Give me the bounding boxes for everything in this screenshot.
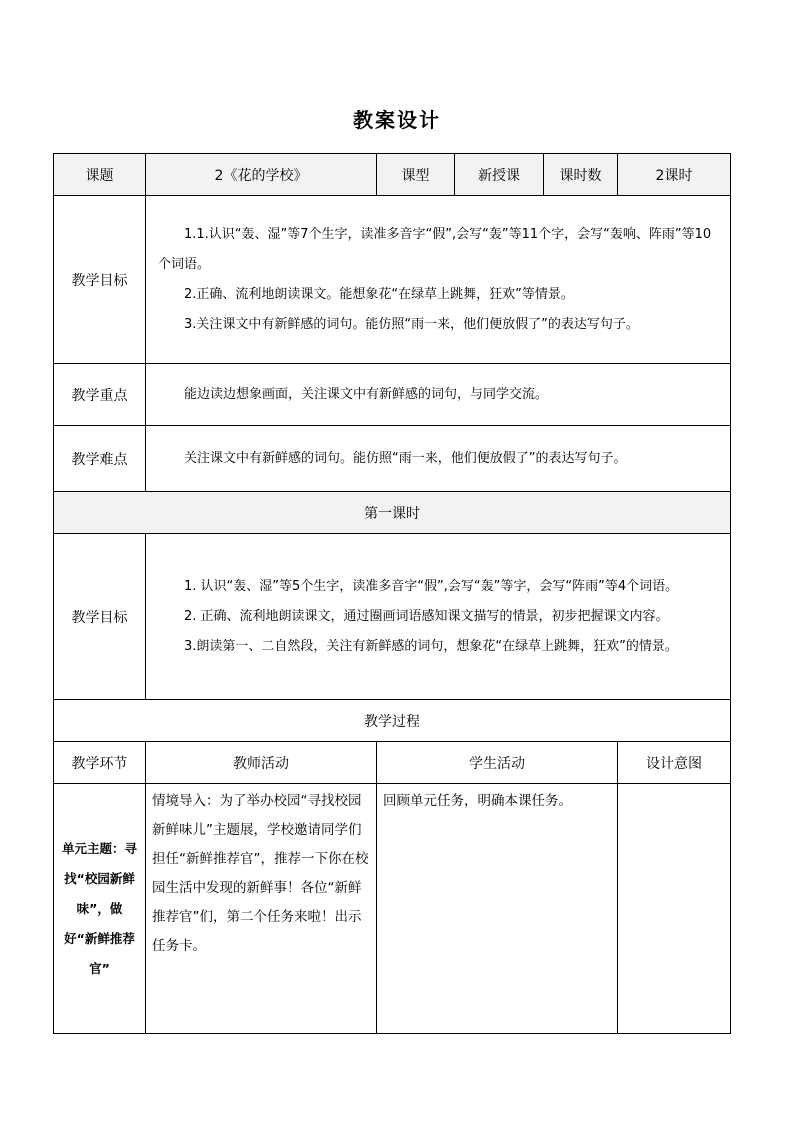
- header-row: [54, 154, 731, 196]
- process-heading: 教学过程: [54, 700, 731, 742]
- topic-value: 2《花的学校》: [146, 154, 377, 196]
- student-cell: [377, 784, 618, 1034]
- objectives-content: [146, 196, 731, 364]
- objectives-row: [54, 196, 731, 364]
- key-points-content: [146, 364, 731, 426]
- process-columns-row: [54, 742, 731, 784]
- lesson1-heading-row: [54, 492, 731, 534]
- process-heading-row: [54, 700, 731, 742]
- student-activity: 回顾单元任务，明确本课任务。: [383, 793, 572, 809]
- topic-label: 课题: [54, 154, 146, 196]
- objective-item: 3.关注课文中有新鲜感的词句。能仿照“雨一来，他们便放假了”的表达写句子。: [184, 316, 639, 332]
- hours-label: 课时数: [544, 154, 618, 196]
- hours-value: 2课时: [618, 154, 731, 196]
- column-header-stage: 教学环节: [54, 742, 146, 784]
- lesson1-objectives-content: [146, 534, 731, 700]
- key-points-label: 教学重点: [54, 364, 146, 426]
- design-intent: [618, 784, 730, 787]
- column-header-student: 学生活动: [377, 742, 618, 784]
- column-header-intent: 设计意图: [618, 742, 731, 784]
- lesson1-objectives-label: 教学目标: [54, 534, 146, 700]
- column-header-teacher: 教师活动: [146, 742, 377, 784]
- teacher-cell: [146, 784, 377, 1034]
- difficulties-content: [146, 426, 731, 492]
- lesson1-objective-item: 2. 正确、流利地朗读课文，通过圈画词语感知课文描写的情景，初步把握课文内容。: [184, 608, 669, 624]
- lesson-plan-table: [53, 153, 731, 1034]
- lesson1-objectives-row: [54, 534, 731, 700]
- stage-text: 单元主题：寻找“校园新鲜味”，做好“新鲜推荐官”: [62, 840, 138, 976]
- teacher-activity: 情境导入：为了举办校园“寻找校园新鲜味儿”主题展，学校邀请同学们担任“新鲜推荐官”，推荐一下你在校园生活中发现的新鲜事！各位“新鲜推荐官”们，第二个任务来啦！出示任务卡。: [152, 793, 369, 954]
- difficulties-text: 关注课文中有新鲜感的词句。能仿照“雨一来，他们便放假了”的表达写句子。: [184, 450, 627, 466]
- objectives-label: 教学目标: [54, 196, 146, 364]
- lesson1-objective-item: 1. 认识“轰、湿”等5个生字，读准多音字“假”,会写“轰”等字，会写“阵雨”等4个词语。: [184, 578, 679, 594]
- objective-item: 2.正确、流利地朗读课文。能想象花“在绿草上跳舞，狂欢”等情景。: [184, 286, 574, 302]
- type-value: 新授课: [455, 154, 544, 196]
- table-row: [54, 784, 731, 1034]
- lesson1-objective-item: 3.朗读第一、二自然段，关注有新鲜感的词句，想象花“在绿草上跳舞，狂欢”的情景。: [184, 638, 678, 654]
- lesson1-heading: 第一课时: [54, 492, 731, 534]
- intent-cell: [618, 784, 731, 1034]
- type-label: 课型: [377, 154, 455, 196]
- stage-cell: [54, 784, 146, 1034]
- difficulties-row: [54, 426, 731, 492]
- difficulties-label: 教学难点: [54, 426, 146, 492]
- page-title: 教案设计: [353, 108, 441, 132]
- key-points-text: 能边读边想象画面，关注课文中有新鲜感的词句，与同学交流。: [184, 386, 549, 402]
- objective-item: 1.1.认识“轰、湿”等7个生字，读准多音字“假”,会写“轰”等11个字，会写“轰响、阵雨”等10个词语。: [158, 226, 712, 272]
- key-points-row: [54, 364, 731, 426]
